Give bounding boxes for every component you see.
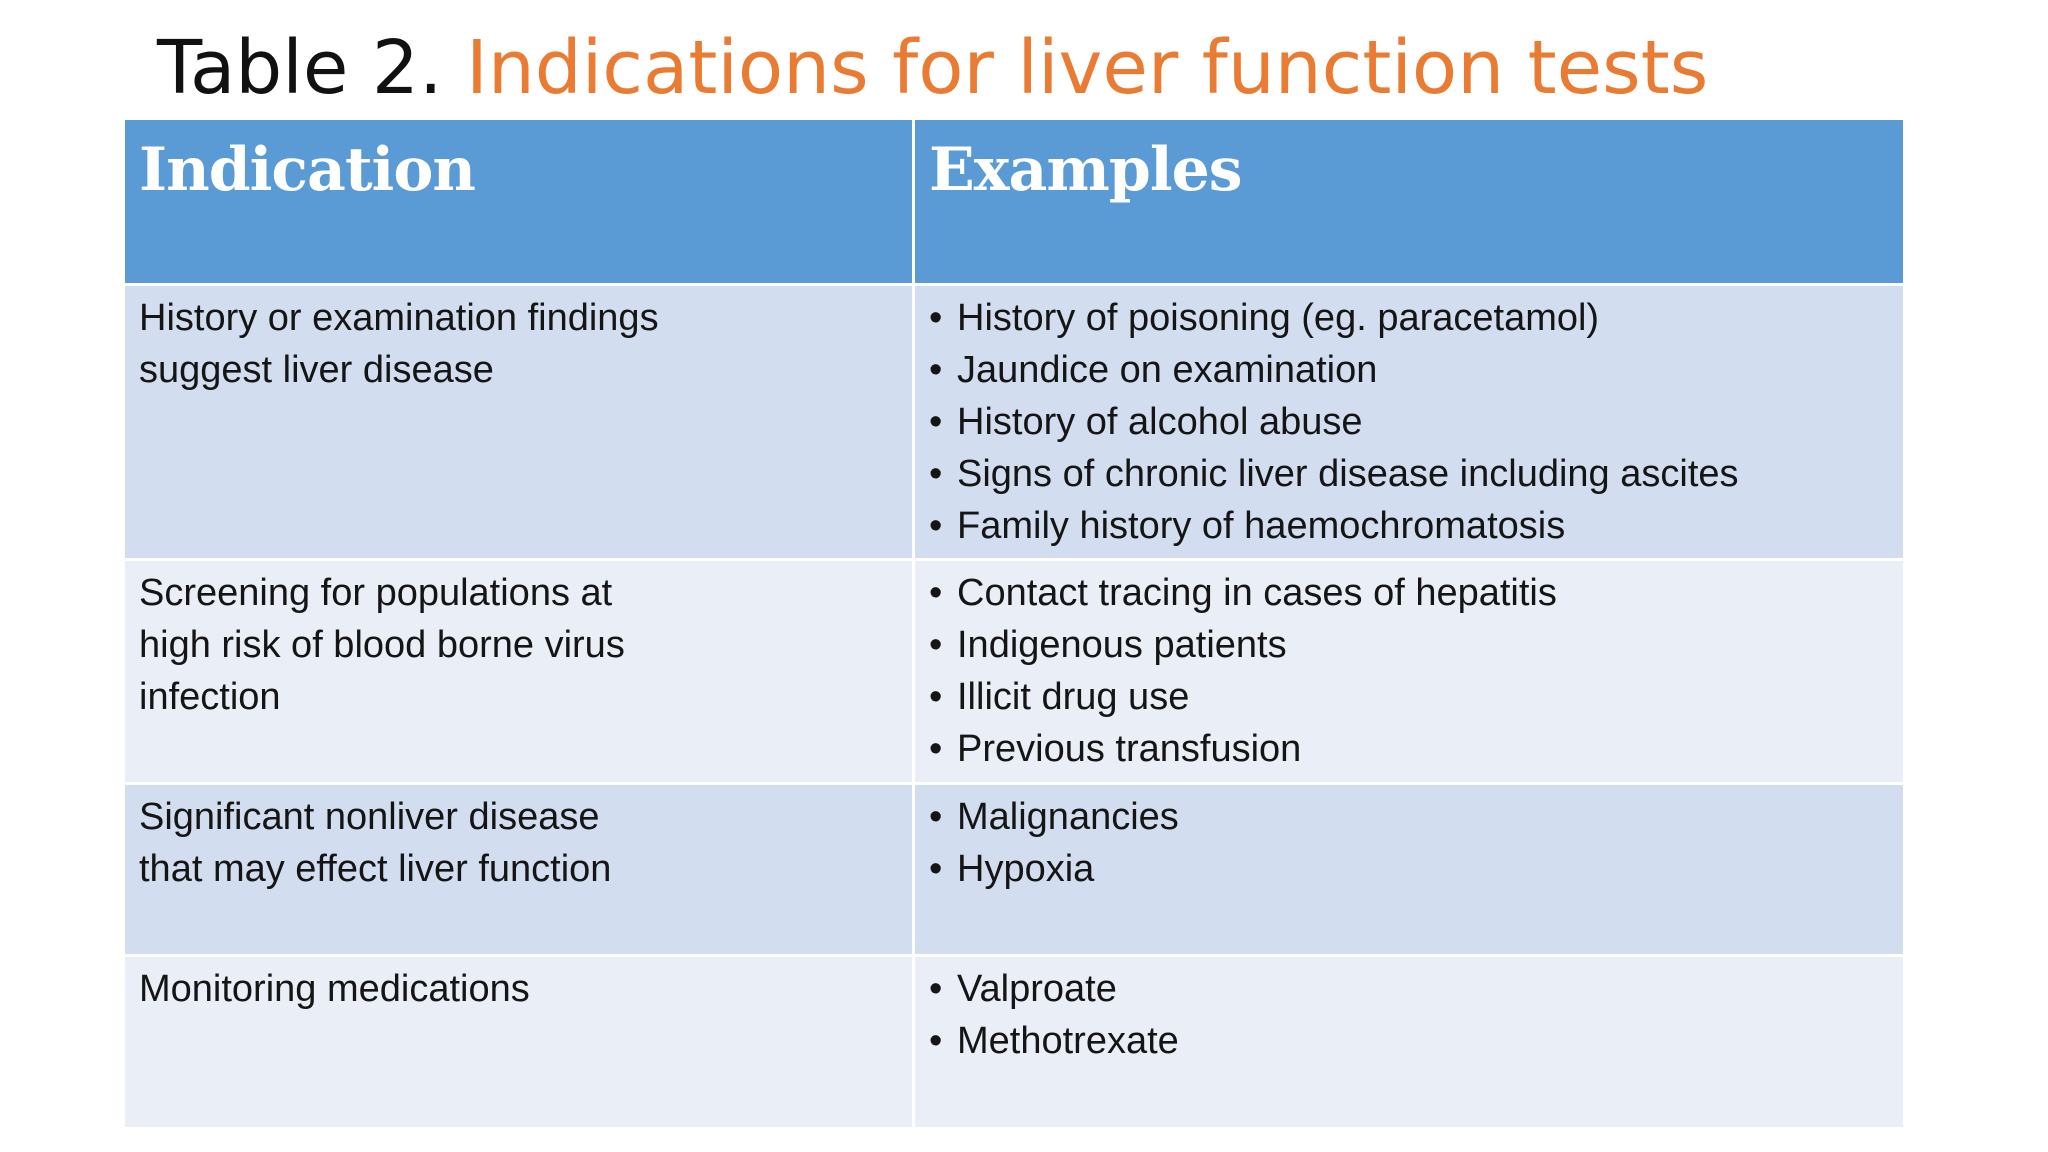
bullet-icon: •: [929, 848, 943, 890]
list-item: [929, 344, 1891, 396]
list-item: [929, 963, 1891, 1015]
example-text: History of poisoning (eg. paracetamol): [957, 297, 1600, 339]
indication-cell: [124, 560, 914, 784]
indications-table: [122, 117, 1906, 1130]
examples-cell: [914, 560, 1905, 784]
list-item: [929, 619, 1891, 671]
title-prefix: Table 2.: [157, 25, 443, 111]
bullet-icon: •: [929, 453, 943, 495]
example-text: History of alcohol abuse: [957, 401, 1363, 443]
list-item: [929, 567, 1891, 619]
list-item: [929, 843, 1891, 895]
table-row: [124, 956, 1905, 1129]
bullet-icon: •: [929, 796, 943, 838]
example-text: Indigenous patients: [957, 624, 1287, 666]
table-row: [124, 285, 1905, 560]
examples-cell: [914, 784, 1905, 956]
bullet-icon: •: [929, 572, 943, 614]
examples-list: [929, 292, 1891, 552]
example-text: Methotrexate: [957, 1020, 1179, 1062]
slide-title: [157, 18, 1708, 118]
title-text: Indications for liver function tests: [466, 25, 1709, 111]
indication-cell: [124, 784, 914, 956]
examples-list: [929, 567, 1891, 775]
example-text: Contact tracing in cases of hepatitis: [957, 572, 1557, 614]
example-text: Malignancies: [957, 796, 1179, 838]
bullet-icon: •: [929, 968, 943, 1010]
example-text: Valproate: [957, 968, 1117, 1010]
table-row: [124, 784, 1905, 956]
bullet-icon: •: [929, 505, 943, 547]
header-examples: Examples: [914, 119, 1905, 285]
example-text: Previous transfusion: [957, 728, 1302, 770]
bullet-icon: •: [929, 624, 943, 666]
examples-list: [929, 791, 1891, 895]
bullet-icon: •: [929, 728, 943, 770]
examples-list: [929, 963, 1891, 1067]
list-item: [929, 292, 1891, 344]
table-header-row: [124, 119, 1905, 285]
header-indication: Indication: [124, 119, 914, 285]
example-text: Signs of chronic liver disease including ascites: [957, 453, 1739, 495]
example-text: Hypoxia: [957, 848, 1095, 890]
example-text: Jaundice on examination: [957, 349, 1378, 391]
indication-text: Monitoring medications: [139, 968, 530, 1010]
bullet-icon: •: [929, 1020, 943, 1062]
indication-text: Screening for populations at high risk of blood borne virus infection: [139, 572, 625, 718]
example-text: Illicit drug use: [957, 676, 1190, 718]
list-item: [929, 791, 1891, 843]
bullet-icon: •: [929, 349, 943, 391]
examples-cell: [914, 285, 1905, 560]
list-item: [929, 671, 1891, 723]
indication-text: History or examination findings suggest liver disease: [139, 297, 659, 391]
list-item: [929, 448, 1891, 500]
example-text: Family history of haemochromatosis: [957, 505, 1566, 547]
list-item: [929, 500, 1891, 552]
list-item: [929, 396, 1891, 448]
bullet-icon: •: [929, 676, 943, 718]
list-item: [929, 723, 1891, 775]
examples-cell: [914, 956, 1905, 1129]
bullet-icon: •: [929, 297, 943, 339]
indication-cell: [124, 956, 914, 1129]
indication-text: Significant nonliver disease that may effect liver function: [139, 796, 612, 890]
table-row: [124, 560, 1905, 784]
indication-cell: [124, 285, 914, 560]
list-item: [929, 1015, 1891, 1067]
bullet-icon: •: [929, 401, 943, 443]
